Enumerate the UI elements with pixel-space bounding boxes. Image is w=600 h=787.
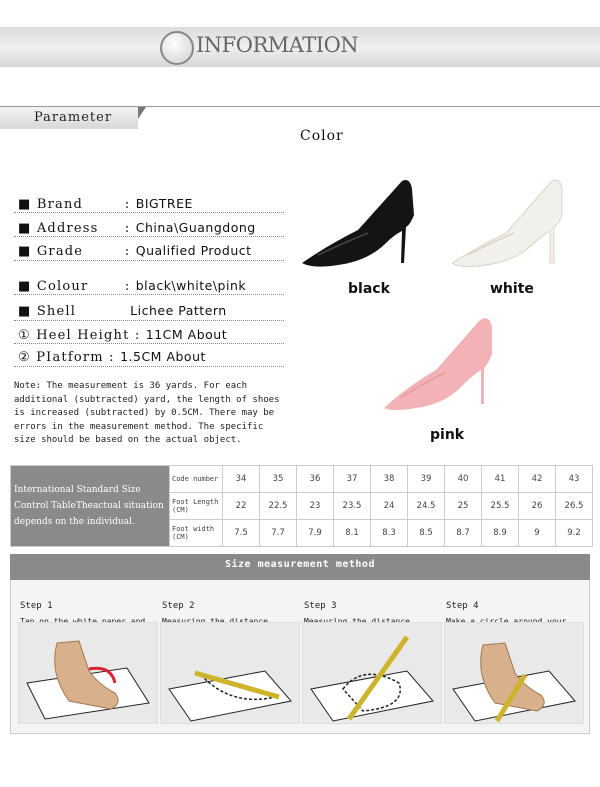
- table-cell: 25.5: [482, 493, 519, 520]
- spec-platform: ② PIatform : 1.5CM About: [18, 349, 206, 365]
- parameter-label: Parameter: [34, 110, 113, 125]
- divider: [14, 236, 284, 237]
- step-2-image: [160, 622, 300, 724]
- pink-shoe-image: [380, 312, 505, 412]
- table-cell: 22: [223, 493, 260, 520]
- step-4-label: Step 4: [446, 601, 479, 611]
- divider: [14, 294, 284, 295]
- table-cell: 25: [445, 493, 482, 520]
- step-2-label: Step 2: [162, 601, 195, 611]
- table-cell: 34: [223, 466, 260, 493]
- spec-address: ■ Address : China\Guangdong: [18, 220, 256, 236]
- spec-key: Address: [36, 221, 99, 236]
- table-cell: 40: [445, 466, 482, 493]
- table-row: [11, 466, 593, 493]
- bullet-icon: ■: [18, 221, 37, 236]
- table-cell: 23.5: [334, 493, 371, 520]
- spec-value: Qualified Product: [135, 243, 252, 258]
- foot-outline-icon: [19, 623, 157, 723]
- spec-grade: ■ Grade : Qualified Product: [18, 243, 252, 259]
- white-shoe-image: [448, 175, 573, 270]
- step-1-label: Step 1: [20, 601, 53, 611]
- divider: [14, 320, 284, 321]
- spec-value: Lichee Pattern: [130, 303, 227, 318]
- spec-value: 11CM About: [145, 327, 228, 342]
- spec-heel-height: ① Heel Height : 11CM About: [18, 327, 228, 343]
- color-name-black: black: [348, 281, 390, 297]
- bullet-icon: ■: [18, 244, 37, 259]
- divider: [14, 212, 284, 213]
- table-cell: 7.9: [297, 520, 334, 547]
- bullet-icon: ■: [18, 304, 37, 319]
- row-label: Code number: [170, 466, 223, 493]
- step-1-image: [18, 622, 158, 724]
- spec-key: Heel Height: [36, 328, 130, 343]
- spec-brand: ■ Brand : BIGTREE: [18, 196, 193, 212]
- spec-value: 1.5CM About: [120, 349, 206, 364]
- row-label: Foot Length (CM): [170, 493, 223, 520]
- spec-key: Grade: [36, 244, 84, 259]
- table-cell: 42: [519, 466, 556, 493]
- table-cell: 8.3: [371, 520, 408, 547]
- row-label: Foot width (CM): [170, 520, 223, 547]
- table-cell: 7.7: [260, 520, 297, 547]
- ruler-length-icon: [161, 623, 299, 723]
- step-3-image: [302, 622, 442, 724]
- black-shoe-image: [298, 175, 423, 270]
- spec-value: China\Guangdong: [135, 220, 256, 235]
- measurement-title: Size measurement method: [225, 559, 375, 570]
- table-cell: 24.5: [408, 493, 445, 520]
- bullet-icon: ■: [18, 279, 37, 294]
- foot-ruler-icon: [445, 623, 583, 723]
- table-cell: 8.9: [482, 520, 519, 547]
- tab-fold: [138, 107, 146, 119]
- ruler-width-icon: [303, 623, 441, 723]
- table-cell: 9: [519, 520, 556, 547]
- step-4-image: [444, 622, 584, 724]
- circled-two-icon: ②: [18, 350, 37, 365]
- spec-key: Shell: [36, 304, 77, 319]
- spec-key: PIatform: [36, 350, 104, 365]
- table-cell: 36: [297, 466, 334, 493]
- table-cell: 43: [556, 466, 593, 493]
- table-cell: 22.5: [260, 493, 297, 520]
- spec-colour: ■ Colour : black\white\pink: [18, 278, 247, 294]
- table-cell: 9.2: [556, 520, 593, 547]
- table-cell: 23: [297, 493, 334, 520]
- table-cell: 24: [371, 493, 408, 520]
- divider: [14, 343, 284, 344]
- circled-one-icon: ①: [18, 328, 37, 343]
- divider: [14, 260, 284, 261]
- size-table-intro: International Standard Size Control TableTheactual situation depends on the individual.: [11, 466, 170, 547]
- table-cell: 37: [334, 466, 371, 493]
- table-cell: 26.5: [556, 493, 593, 520]
- table-cell: 8.5: [408, 520, 445, 547]
- table-cell: 8.1: [334, 520, 371, 547]
- table-cell: 41: [482, 466, 519, 493]
- table-cell: 26: [519, 493, 556, 520]
- table-cell: 38: [371, 466, 408, 493]
- spec-shell: [18, 303, 227, 319]
- table-cell: 7.5: [223, 520, 260, 547]
- spec-value: black\white\pink: [135, 278, 247, 293]
- spec-key: Brand: [36, 197, 84, 212]
- step-3-label: Step 3: [304, 601, 337, 611]
- bullet-icon: ■: [18, 197, 37, 212]
- table-cell: 39: [408, 466, 445, 493]
- spec-key: Colour: [36, 279, 89, 294]
- color-name-white: white: [490, 281, 534, 297]
- divider: [14, 366, 284, 367]
- color-name-pink: pink: [430, 427, 465, 443]
- color-label: Color: [300, 128, 344, 144]
- measurement-note: Note: The measurement is 36 yards. For each additional (subtracted) yard, the length of shoes is increased (subtracted) by 0.5CM. There may be errors in the measurement method. The specific size should be based on the actual object.: [14, 381, 280, 445]
- table-cell: 8.7: [445, 520, 482, 547]
- table-cell: 35: [260, 466, 297, 493]
- banner-title: INFORMATION: [196, 33, 359, 57]
- size-table: [10, 465, 593, 547]
- circle-icon: [160, 31, 194, 65]
- spec-value: BIGTREE: [135, 196, 193, 211]
